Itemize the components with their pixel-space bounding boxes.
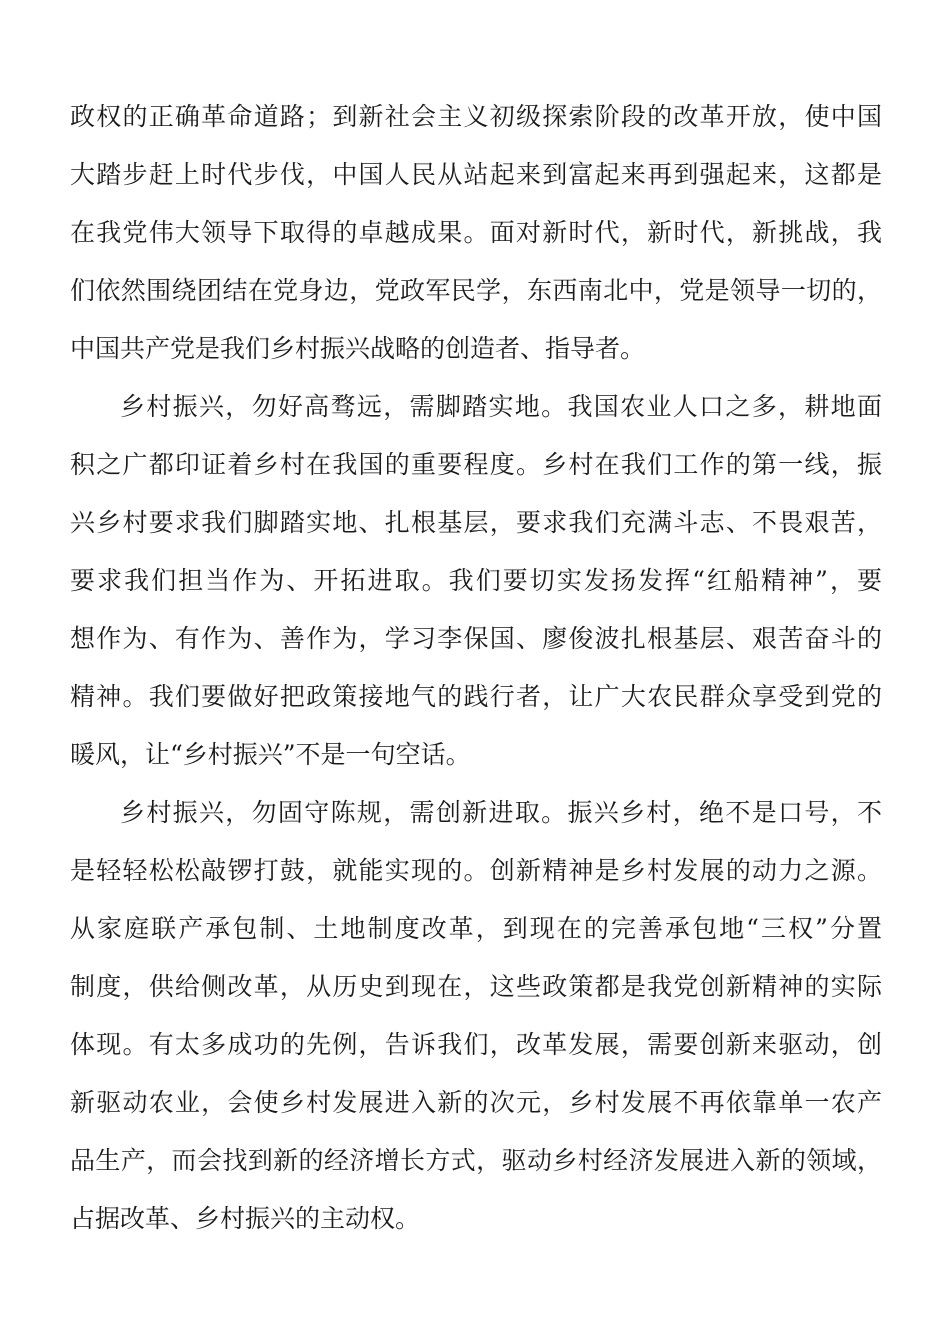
paragraph-3 [70,784,882,1248]
text-line: 品生产，而会找到新的经济增长方式，驱动乡村经济发展进入新的领域， [70,1146,882,1175]
text-line: 从家庭联产承包制、土地制度改革，到现在的完善承包地“三权”分置 [70,914,882,943]
text-line: 积之广都印证着乡村在我国的重要程度。乡村在我们工作的第一线，振 [70,450,882,479]
text-line: 中国共产党是我们乡村振兴战略的创造者、指导者。 [70,334,646,363]
text-line: 精神。我们要做好把政策接地气的践行者，让广大农民群众享受到党的 [70,682,882,711]
text-line: 是轻轻松松敲锣打鼓，就能实现的。创新精神是乡村发展的动力之源。 [70,856,882,885]
text-line: 大踏步赶上时代步伐，中国人民从站起来到富起来再到强起来，这都是 [70,160,882,189]
text-line: 兴乡村要求我们脚踏实地、扎根基层，要求我们充满斗志、不畏艰苦， [70,508,882,537]
paragraph-1 [70,88,882,378]
text-line: 制度，供给侧改革，从历史到现在，这些政策都是我党创新精神的实际 [70,972,882,1001]
text-line: 乡村振兴，勿固守陈规，需创新进取。振兴乡村，绝不是口号，不 [120,798,882,827]
text-line: 在我党伟大领导下取得的卓越成果。面对新时代，新时代，新挑战，我 [70,218,882,247]
paragraph-2 [70,378,882,784]
text-line: 政权的正确革命道路；到新社会主义初级探索阶段的改革开放，使中国 [70,102,882,131]
text-line: 体现。有太多成功的先例，告诉我们，改革发展，需要创新来驱动，创 [70,1030,882,1059]
text-line: 占据改革、乡村振兴的主动权。 [70,1204,421,1233]
text-line: 想作为、有作为、善作为，学习李保国、廖俊波扎根基层、艰苦奋斗的 [70,624,882,653]
text-line: 新驱动农业，会使乡村发展进入新的次元，乡村发展不再依靠单一农产 [70,1088,882,1117]
text-line: 乡村振兴，勿好高骛远，需脚踏实地。我国农业人口之多，耕地面 [120,392,882,421]
text-line: 们依然围绕团结在党身边，党政军民学，东西南北中，党是领导一切的， [70,276,882,305]
document-page [70,88,882,1248]
text-line: 暖风，让“乡村振兴”不是一句空话。 [70,740,471,769]
text-line: 要求我们担当作为、开拓进取。我们要切实发扬发挥“红船精神”，要 [70,566,882,595]
